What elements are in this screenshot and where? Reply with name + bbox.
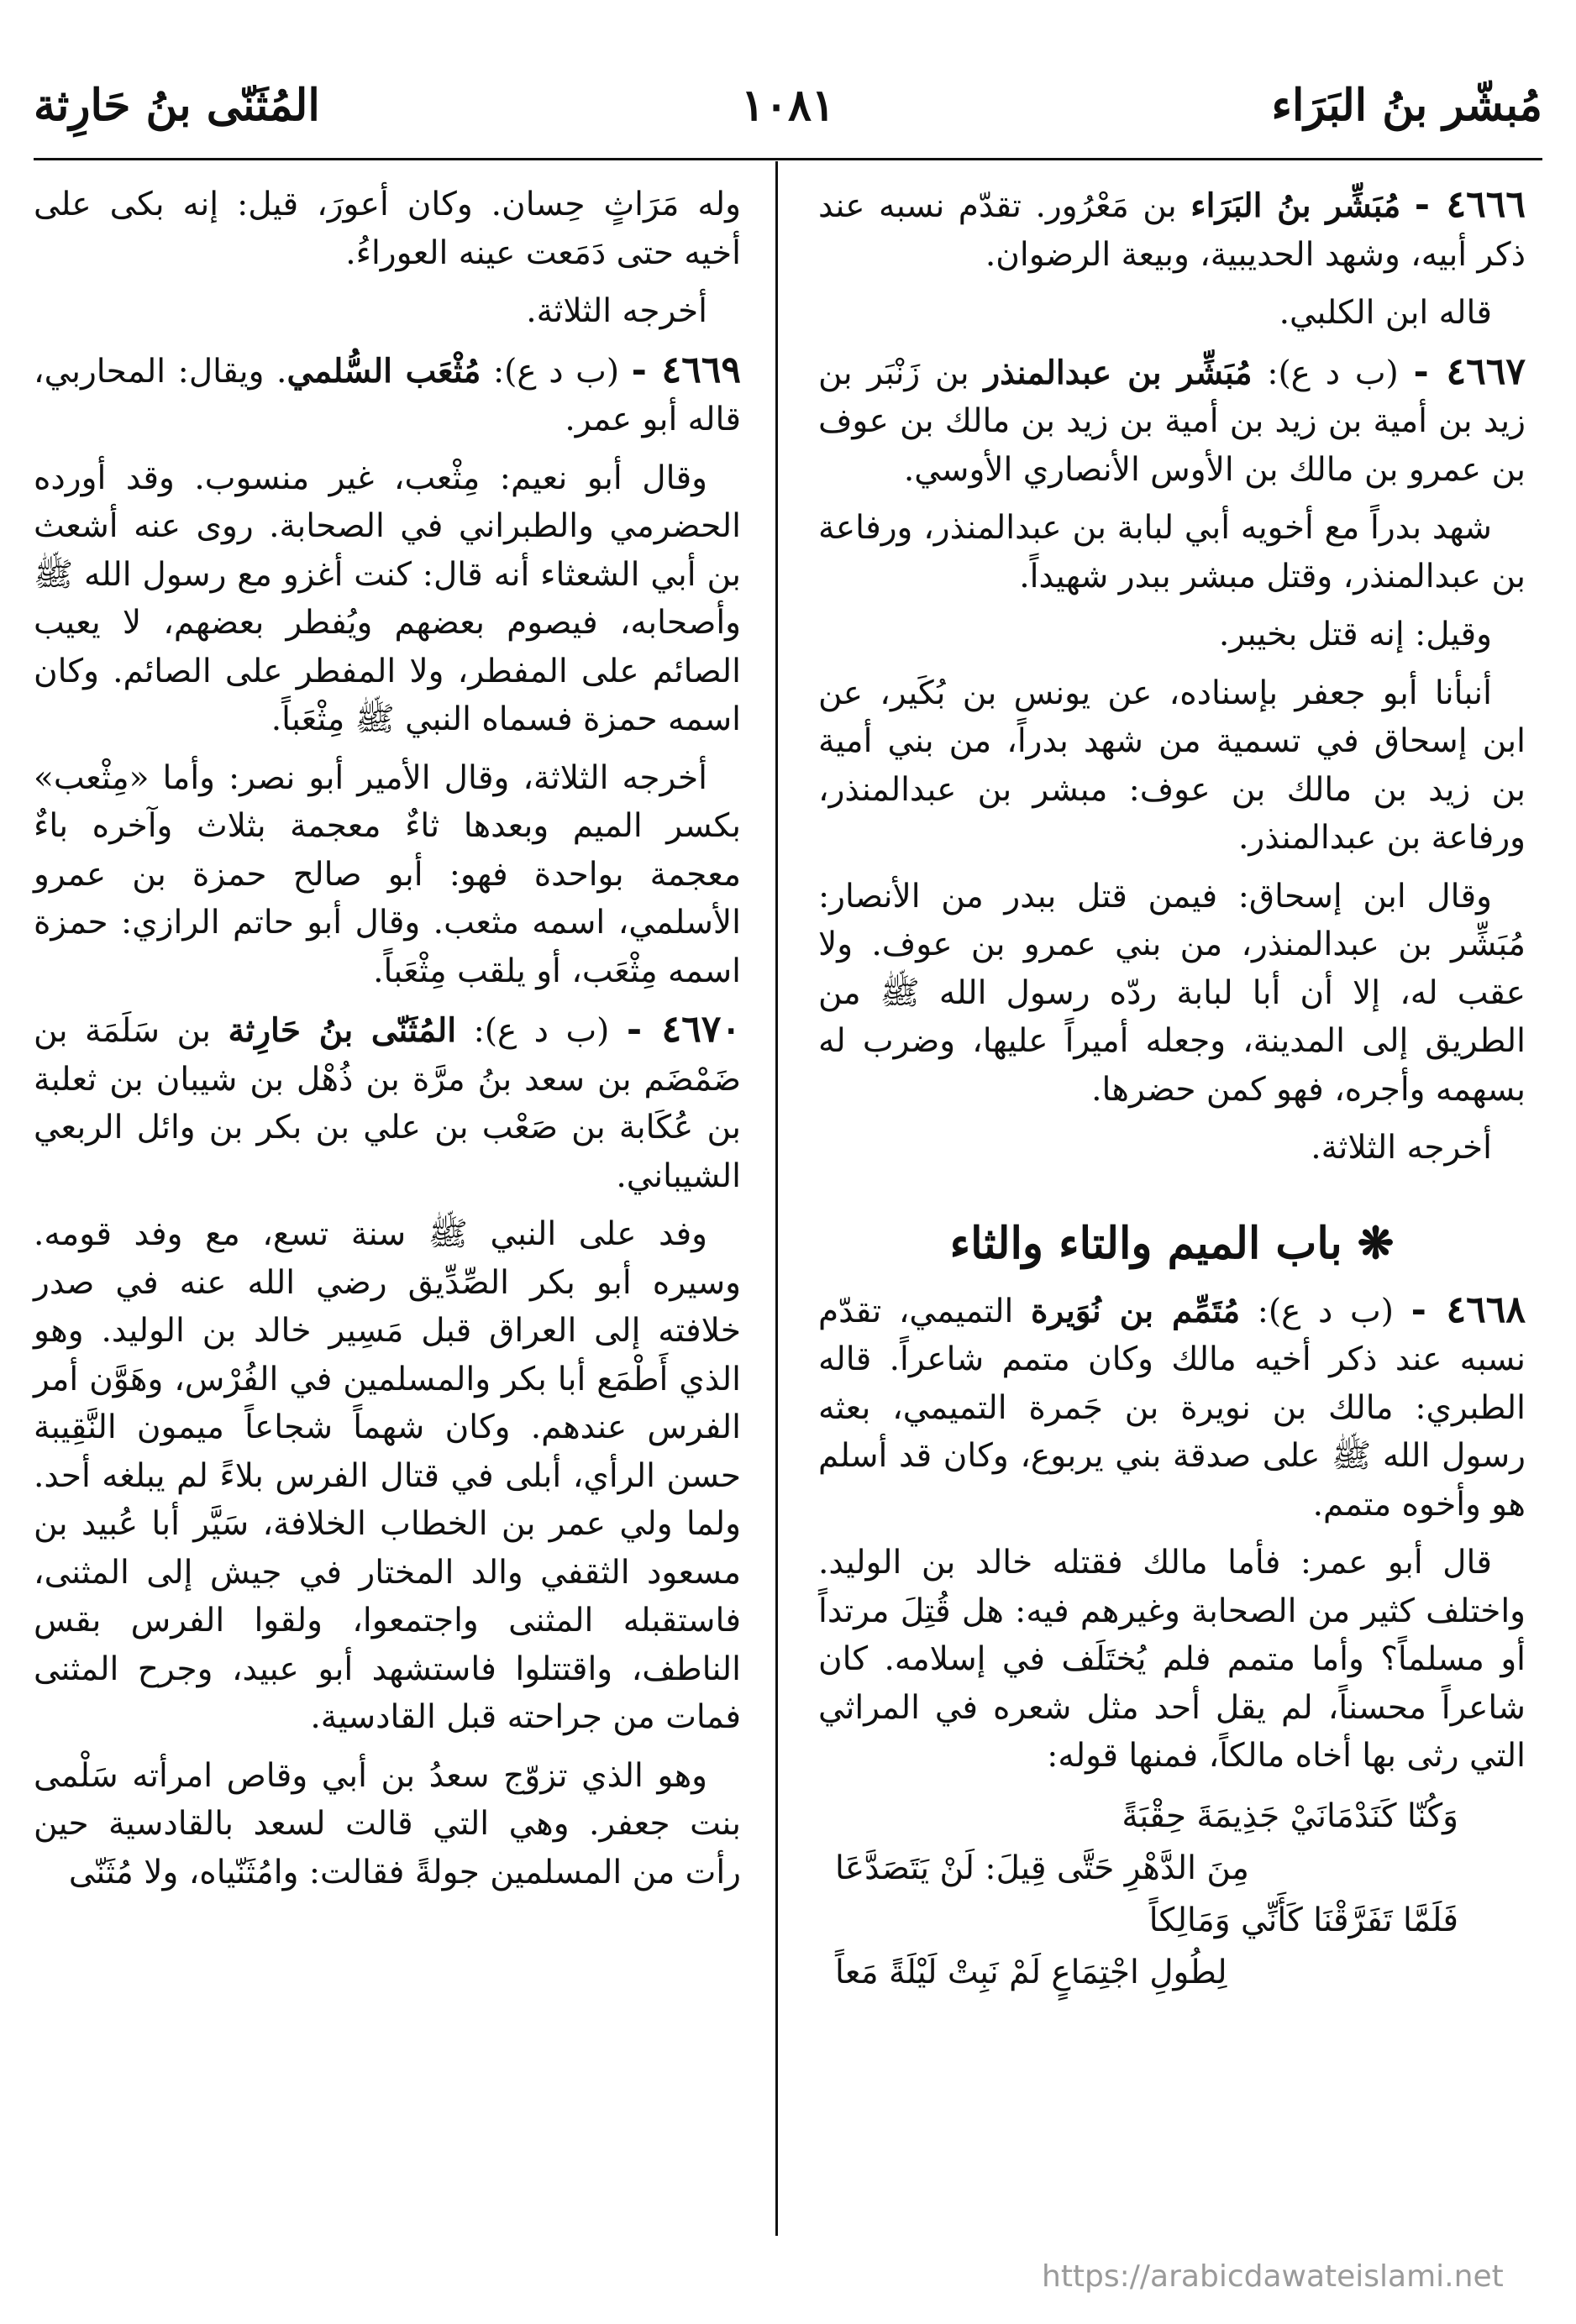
entry-text: التميمي، تقدّم نسبه عند ذكر أخيه مالك وكان متمم شاعراً. قاله الطبري: مالك بن نويرة بن جَمرة التميمي، بعثه رسول الله ﷺ على صدقة بني يربوع، وكان قد أسلم هو وأخوه متمم. — [818, 1292, 1526, 1524]
entry-name: مُبَشِّر بنُ البَرَاء — [1190, 186, 1401, 225]
entry-number: ٤٦٦٩ - — [631, 348, 741, 391]
entry-text: بن سَلَمَة بن ضَمْضَم بن سعد بنُ مرَّة بن ذُهْل بن شيبان بن ثعلبة بن عُكَابة بن صَعْب بن علي بن بكر بن وائل الربعي الشيباني. — [34, 1012, 741, 1195]
entry-tag: (ب د ع): — [1267, 354, 1399, 392]
paragraph: قال أبو عمر: فأما مالك فقتله خالد بن الوليد. واختلف كثير من الصحابة وغيرهم فيه: هل قُتِلَ مرتداً أو مسلماً؟ وأما متمم فلم يُختَلَف في إسلامه. كان شاعراً محسناً، لم يقل أحد مثل شعره في المراثي التي رثى بها أخاه مالكاً، فمنها قوله: — [818, 1544, 1526, 1775]
header-rule — [34, 158, 1542, 160]
entry-name: مُثْعَب السُّلمي — [286, 351, 481, 391]
entry-4669 — [34, 346, 741, 444]
paragraph: أنبأنا أبو جعفر بإسناده، عن يونس بن بُكَير، عن ابن إسحاق في تسمية من شهد بدراً، من بني أمية بن زيد بن مالك بن عوف: مبشر بن عبدالمنذر، ورفاعة بن عبدالمنذر. — [818, 674, 1526, 857]
running-head-left: المُثَنّى بنُ حَارِثة — [34, 80, 320, 131]
entry-number: ٤٦٦٨ - — [1411, 1288, 1526, 1331]
entry-tag: (ب د ع): — [493, 352, 620, 391]
entry-number: ٤٦٦٦ - — [1414, 183, 1526, 226]
paragraph: أخرجه الثلاثة. — [1311, 1129, 1492, 1167]
entry-4670 — [34, 1005, 741, 1200]
entry-text: . ويقال: المحاربي، قاله أبو عمر. — [34, 352, 741, 438]
left-column — [34, 181, 741, 1907]
running-head-right: مُبشّر بنُ البَرَاء — [1271, 80, 1542, 131]
watermark-url: https://arabicdawateislami.net — [1042, 2259, 1504, 2294]
poem-verse: مِنَ الدَّهْرِ حَتَّى قِيلَ: لَنْ يَتَصَدَّعَا — [835, 1849, 1249, 1887]
paragraph: وقال ابن إسحاق: فيمن قتل ببدر من الأنصار: مُبَشِّر بن عبدالمنذر، من بني عمرو بن عوف. ولا عقب له، إلا أن أبا لبابة ردّه رسول الله ﷺ من الطريق إلى المدينة، وجعله أميراً عليها، وضرب له بسهمه وأجره، فهو كمن حضرها. — [818, 877, 1526, 1109]
page-number: ١٠٨١ — [741, 80, 835, 131]
entry-4668 — [818, 1286, 1526, 1529]
column-divider — [775, 161, 778, 2236]
paragraph: وهو الذي تزوّج سعدُ بن أبي وقاص امرأته سَلْمى بنت جعفر. وهي التي قالت لسعد بالقادسية حين رأت من المسلمين جولةً فقالت: وامُثَنّياه، ولا مُثَنّى — [34, 1756, 741, 1891]
paragraph: أخرجه الثلاثة، وقال الأمير أبو نصر: وأما «مِثْعب» بكسر الميم وبعدها ثاءٌ معجمة بثلاث وآخره باءٌ معجمة بواحدة فهو: أبو صالح حمزة بن عمرو الأسلمي، اسمه مثعب. وقال أبو حاتم الرازي: حمزة اسمه مِثْعَب، أو يلقب مِثْعَباً. — [34, 758, 741, 990]
entry-4666 — [818, 181, 1526, 279]
entry-tag: (ب د ع): — [1257, 1292, 1394, 1330]
poem-verse: لِطُولِ اجْتِمَاعٍ لَمْ نَبِتْ لَيْلَةً مَعاً — [835, 1953, 1227, 1991]
entry-name: مُتَمِّم بن نُوَيرة — [1030, 1291, 1241, 1330]
paragraph: وقال أبو نعيم: مِثْعب، غير منسوب. وقد أورده الحضرمي والطبراني في الصحابة. روى عنه أشعث بن أبي الشعثاء أنه قال: كنت أغزو مع رسول الله ﷺ وأصحابه، فيصوم بعضهم ويُفطر بعضهم، لا يعيب الصائم على المفطر، ولا المفطر على الصائم. وكان اسمه حمزة فسماه النبي ﷺ مِثْعَباً. — [34, 459, 741, 738]
poem-verse: وَكُنّا كَنَدْمَانَيْ جَذِيمَةَ حِقْبَةً — [1122, 1797, 1458, 1835]
paragraph: أخرجه الثلاثة. — [526, 292, 707, 330]
entry-number: ٤٦٧٠ - — [626, 1008, 742, 1051]
paragraph: وله مَرَاثٍ حِسان. وكان أعورَ، قيل: إنه بكى على أخيه حتى دَمَعت عينه العوراءُ. — [34, 186, 741, 272]
paragraph: وقيل: إنه قتل بخيبر. — [1218, 616, 1492, 653]
entry-tag: (ب د ع): — [473, 1012, 610, 1050]
paragraph: وفد على النبي ﷺ سنة تسع، مع وفد قومه. وسيره أبو بكر الصِّدِّيق رضي الله عنه في صدر خلافته إلى العراق قبل مَسِير خالد بن الوليد. وهو الذي أَطْمَع أبا بكر والمسلمين في الفُرْس، وهَوَّن أمر الفرس عندهم. وكان شهماً شجاعاً ميمون النَّقِيبة حسن الرأي، أبلى في قتال الفرس بلاءً لم يبلغه أحد. ولما ولي عمر بن الخطاب الخلافة، سَيَّر أبا عُبيد بن مسعود الثقفي والد المختار في جيش إلى المثنى، فاستقبله المثنى واجتمعوا، ولقوا الفرس بقس الناطف، واقتتلوا فاستشهد أبو عبيد، وجرح المثنى فمات من جراحته قبل القادسية. — [34, 1215, 741, 1736]
entry-4667 — [818, 348, 1526, 495]
paragraph: شهد بدراً مع أخويه أبي لبابة بن عبدالمنذر، ورفاعة بن عبدالمنذر، وقتل مبشر ببدر شهيداً. — [818, 509, 1526, 595]
entry-text: بن مَعْرُور. تقدّم نسبه عند ذكر أبيه، وشهد الحديبية، وبيعة الرضوان. — [818, 187, 1526, 274]
entry-name: مُبَشِّر بن عبدالمنذر — [984, 353, 1253, 392]
paragraph: قاله ابن الكلبي. — [1279, 294, 1492, 332]
section-heading: ❋ باب الميم والتاء والثاء — [949, 1217, 1395, 1269]
entry-number: ٤٦٦٧ - — [1413, 349, 1526, 393]
page-header — [34, 80, 1542, 147]
poem-verse: فَلَمَّا تَفَرَّقْنَا كَأَنِّي وَمَالِكاً — [1148, 1901, 1458, 1939]
entry-name: المُثَنّى بنُ حَارِثة — [228, 1011, 457, 1050]
right-column — [818, 181, 1526, 1999]
poem — [818, 1791, 1526, 1999]
entry-text: بن زَنْبَر بن زيد بن أمية بن زيد بن أمية بن زيد بن مالك بن عوف بن عمرو بن مالك بن الأوس الأنصاري الأوسي. — [818, 354, 1526, 489]
